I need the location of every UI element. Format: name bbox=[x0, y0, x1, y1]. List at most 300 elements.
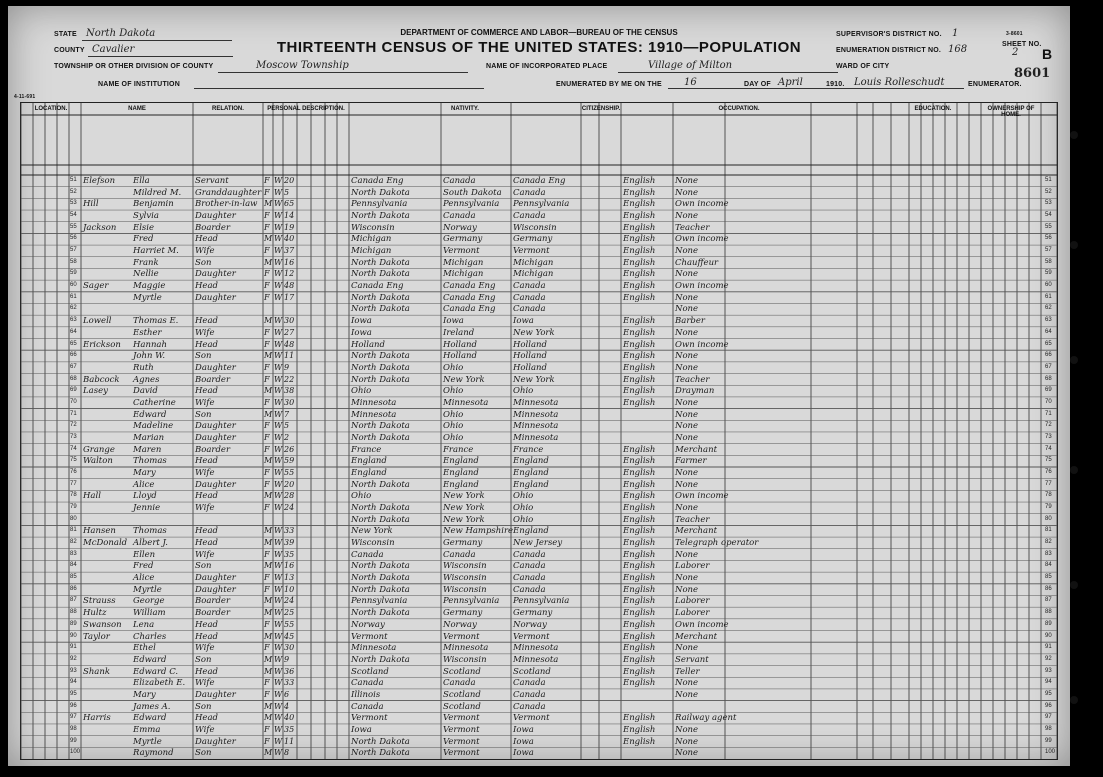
cell-sex: F bbox=[264, 678, 270, 688]
cell-race: W bbox=[274, 257, 283, 267]
cell-race: W bbox=[274, 503, 283, 513]
ward-label: WARD OF CITY bbox=[836, 63, 890, 70]
cell-surname: Taylor bbox=[83, 631, 110, 642]
enumerated-day: 16 bbox=[684, 77, 697, 88]
cell-birth: North Dakota bbox=[351, 187, 410, 198]
row-number: 97 bbox=[70, 714, 77, 721]
cell-mother: Canada Eng bbox=[513, 176, 566, 186]
cell-rel: Son bbox=[195, 701, 212, 712]
row-number: 51 bbox=[70, 177, 77, 183]
cell-given: George bbox=[133, 596, 165, 607]
cell-rel: Head bbox=[195, 456, 218, 467]
cell-mother: England bbox=[513, 526, 549, 537]
cell-age: 26 bbox=[284, 444, 295, 454]
enumerator-label: ENUMERATOR. bbox=[968, 81, 1022, 88]
cell-race: W bbox=[274, 281, 283, 291]
cell-birth: North Dakota bbox=[351, 736, 410, 747]
cell-rel: Wife bbox=[195, 549, 215, 560]
cell-father: Ohio bbox=[443, 421, 464, 432]
cell-father: Ireland bbox=[443, 327, 475, 338]
cell-given: Ruth bbox=[133, 362, 154, 373]
cell-birth: North Dakota bbox=[351, 514, 410, 525]
punch-hole bbox=[1070, 581, 1078, 589]
cell-age: 65 bbox=[284, 199, 295, 209]
cell-father: New York bbox=[443, 503, 485, 514]
row-number: 56 bbox=[70, 235, 77, 242]
form-number: 4-11-691 bbox=[14, 94, 36, 100]
row-number: 100 bbox=[70, 749, 81, 756]
cell-father: Michigan bbox=[443, 269, 484, 280]
row-number: 99 bbox=[70, 737, 77, 744]
cell-mother: Holland bbox=[513, 339, 547, 350]
cell-birth: North Dakota bbox=[351, 573, 410, 584]
cell-lang: English bbox=[623, 397, 656, 408]
cell-sex: F bbox=[264, 327, 270, 337]
row-number: 98 bbox=[1045, 725, 1052, 732]
row-number: 84 bbox=[70, 562, 77, 569]
row-number: 53 bbox=[70, 200, 77, 207]
county-label: COUNTY bbox=[54, 47, 85, 54]
cell-father: Holland bbox=[443, 351, 477, 362]
cell-mother: Ohio bbox=[513, 514, 534, 525]
cell-age: 9 bbox=[284, 362, 290, 372]
cell-trade: None bbox=[675, 689, 699, 700]
row-number: 93 bbox=[1045, 667, 1052, 674]
cell-sex: F bbox=[264, 292, 270, 302]
column-header: LOCATION. bbox=[34, 106, 68, 112]
cell-race: W bbox=[274, 374, 283, 384]
cell-sex: M bbox=[264, 351, 273, 361]
cell-lang: English bbox=[623, 468, 656, 478]
cell-sex: M bbox=[264, 538, 273, 548]
punch-hole bbox=[1070, 241, 1078, 249]
cell-sex: M bbox=[264, 456, 273, 466]
cell-age: 59 bbox=[284, 456, 295, 466]
cell-father: Vermont bbox=[443, 246, 480, 257]
row-number: 56 bbox=[1045, 235, 1052, 242]
cell-mother: Canada bbox=[513, 701, 546, 712]
cell-mother: Ohio bbox=[513, 491, 534, 502]
cell-lang: English bbox=[623, 666, 656, 677]
cell-sex: M bbox=[264, 654, 273, 664]
enumerated-label: ENUMERATED BY ME ON THE bbox=[556, 81, 662, 88]
cell-father: New York bbox=[443, 514, 485, 525]
cell-rel: Wife bbox=[195, 503, 215, 514]
cell-given: David bbox=[133, 386, 158, 397]
cell-given: Lena bbox=[133, 619, 155, 630]
cell-sex: M bbox=[264, 386, 273, 396]
cell-lang: English bbox=[623, 234, 656, 245]
row-number: 70 bbox=[1045, 398, 1052, 405]
cell-lang: English bbox=[623, 187, 656, 198]
cell-father: New York bbox=[443, 491, 485, 502]
cell-given: Edward C. bbox=[133, 666, 179, 677]
cell-given: Raymond bbox=[133, 748, 174, 759]
cell-surname: Lowell bbox=[83, 316, 112, 327]
enumerated-month: April bbox=[778, 77, 803, 88]
cell-given: Thomas bbox=[133, 526, 167, 537]
cell-birth: Minnesota bbox=[351, 643, 397, 654]
cell-sex: F bbox=[264, 736, 270, 746]
cell-trade: None bbox=[675, 549, 699, 560]
cell-race: W bbox=[274, 596, 283, 606]
column-header: OCCUPATION. bbox=[718, 106, 760, 112]
row-number: 59 bbox=[70, 270, 77, 277]
cell-birth: North Dakota bbox=[351, 257, 410, 268]
cell-surname: Strauss bbox=[83, 596, 116, 607]
cell-sex: F bbox=[264, 281, 270, 291]
cell-sex: F bbox=[264, 444, 270, 454]
cell-mother: Minnesota bbox=[513, 397, 559, 408]
cell-race: W bbox=[274, 736, 283, 746]
cell-race: W bbox=[274, 584, 283, 594]
cell-lang: English bbox=[623, 736, 656, 747]
cell-given: Thomas bbox=[133, 456, 167, 467]
row-number: 87 bbox=[1045, 597, 1052, 604]
cell-age: 11 bbox=[284, 736, 295, 746]
row-number: 79 bbox=[1045, 504, 1052, 511]
cell-age: 39 bbox=[284, 538, 295, 548]
cell-birth: France bbox=[351, 444, 382, 455]
punch-hole bbox=[1070, 131, 1078, 139]
cell-given: Charles bbox=[133, 631, 167, 642]
cell-mother: Ohio bbox=[513, 503, 534, 514]
cell-sex: M bbox=[264, 748, 273, 758]
row-number: 55 bbox=[70, 223, 77, 230]
cell-lang: English bbox=[623, 316, 656, 327]
cell-rel: Head bbox=[195, 666, 218, 677]
row-number: 82 bbox=[1045, 539, 1052, 546]
cell-race: W bbox=[274, 678, 283, 688]
cell-birth: North Dakota bbox=[351, 362, 410, 373]
cell-given: Agnes bbox=[133, 374, 160, 385]
cell-sex: F bbox=[264, 374, 270, 384]
cell-lang: English bbox=[623, 584, 656, 595]
cell-given: Edward bbox=[133, 409, 167, 420]
cell-given: Ellen bbox=[133, 549, 156, 560]
cell-sex: F bbox=[264, 362, 270, 372]
row-number: 67 bbox=[1045, 363, 1052, 370]
cell-father: Scotland bbox=[443, 689, 481, 700]
cell-race: W bbox=[274, 327, 283, 337]
cell-birth: North Dakota bbox=[351, 432, 410, 443]
cell-father: Minnesota bbox=[443, 643, 489, 654]
cell-sex: F bbox=[264, 724, 270, 734]
cell-sex: F bbox=[264, 176, 270, 185]
cell-lang: English bbox=[623, 678, 656, 689]
cell-birth: Canada bbox=[351, 549, 384, 560]
cell-trade: None bbox=[675, 724, 699, 735]
cell-given: Alice bbox=[133, 573, 155, 584]
row-number: 76 bbox=[70, 469, 77, 475]
cell-trade: Own income bbox=[675, 281, 729, 292]
cell-rel: Son bbox=[195, 654, 212, 665]
cell-given: Mary bbox=[133, 689, 156, 700]
cell-trade: Laborer bbox=[675, 561, 710, 572]
cell-father: Wisconsin bbox=[443, 654, 487, 665]
cell-given: Fred bbox=[133, 561, 154, 572]
cell-race: W bbox=[274, 222, 283, 232]
cell-given: Elizabeth E. bbox=[133, 678, 186, 689]
cell-sex: M bbox=[264, 561, 273, 571]
cell-race: W bbox=[274, 573, 283, 583]
cell-given: Harriet M. bbox=[133, 246, 179, 257]
row-number: 59 bbox=[1045, 270, 1052, 277]
cell-birth: Wisconsin bbox=[351, 222, 395, 233]
cell-mother: New Jersey bbox=[513, 538, 563, 549]
cell-mother: Minnesota bbox=[513, 421, 559, 432]
cell-birth: Canada Eng bbox=[351, 176, 404, 186]
cell-age: 37 bbox=[284, 246, 295, 256]
column-header: PERSONAL DESCRIPTION. bbox=[267, 106, 345, 112]
cell-birth: Scotland bbox=[351, 666, 389, 677]
cell-birth: North Dakota bbox=[351, 421, 410, 432]
cell-age: 5 bbox=[284, 421, 290, 431]
cell-surname: Shank bbox=[83, 666, 110, 677]
punch-hole bbox=[1070, 696, 1078, 704]
cell-age: 17 bbox=[284, 292, 295, 302]
cell-trade: Railway agent bbox=[675, 713, 737, 724]
cell-given: Maggie bbox=[133, 281, 166, 292]
cell-lang: English bbox=[623, 619, 656, 630]
cell-father: Vermont bbox=[443, 736, 480, 747]
row-number: 71 bbox=[70, 410, 77, 417]
cell-trade: Own income bbox=[675, 234, 729, 245]
cell-sex: M bbox=[264, 257, 273, 267]
cell-mother: Ohio bbox=[513, 386, 534, 397]
department-line: DEPARTMENT OF COMMERCE AND LABOR—BUREAU OF THE CENSUS bbox=[400, 28, 678, 37]
row-number: 80 bbox=[1045, 515, 1052, 522]
cell-rel: Boarder bbox=[195, 374, 231, 385]
cell-father: Vermont bbox=[443, 713, 480, 724]
cell-race: W bbox=[274, 432, 283, 442]
cell-rel: Daughter bbox=[195, 362, 236, 373]
cell-lang: English bbox=[623, 281, 656, 292]
row-number: 51 bbox=[1045, 177, 1052, 183]
cell-birth: England bbox=[351, 468, 387, 478]
cell-given: Madeline bbox=[133, 421, 174, 432]
cell-birth: Minnesota bbox=[351, 397, 397, 408]
cell-father: England bbox=[443, 479, 479, 490]
row-number: 95 bbox=[70, 690, 77, 697]
cell-race: W bbox=[274, 351, 283, 361]
cell-given: Sylvia bbox=[133, 211, 159, 222]
cell-rel: Head bbox=[195, 386, 218, 397]
cell-lang: English bbox=[623, 654, 656, 665]
cell-race: W bbox=[274, 456, 283, 466]
cell-lang: English bbox=[623, 444, 656, 455]
row-number: 63 bbox=[70, 317, 77, 324]
cell-birth: Iowa bbox=[351, 316, 372, 327]
row-number: 66 bbox=[70, 352, 77, 359]
cell-race: W bbox=[274, 339, 283, 349]
cell-given: Fred bbox=[133, 234, 154, 245]
cell-mother: Wisconsin bbox=[513, 222, 557, 233]
cell-rel: Daughter bbox=[195, 292, 236, 303]
county-value: Cavalier bbox=[92, 44, 135, 55]
cell-father: Canada Eng bbox=[443, 281, 496, 292]
cell-rel: Head bbox=[195, 619, 218, 630]
cell-age: 35 bbox=[284, 724, 295, 734]
cell-race: W bbox=[274, 246, 283, 256]
cell-sex: M bbox=[264, 596, 273, 606]
cell-birth: North Dakota bbox=[351, 608, 410, 619]
cell-rel: Head bbox=[195, 491, 218, 502]
cell-race: W bbox=[274, 526, 283, 536]
cell-sex: F bbox=[264, 339, 270, 349]
cell-trade: None bbox=[675, 584, 699, 595]
cell-given: Myrtle bbox=[133, 736, 162, 747]
row-number: 68 bbox=[70, 375, 77, 382]
cell-trade: None bbox=[675, 362, 699, 373]
cell-lang: English bbox=[623, 351, 656, 362]
cell-sex: F bbox=[264, 269, 270, 279]
cell-mother: Canada bbox=[513, 573, 546, 584]
cell-trade: Laborer bbox=[675, 608, 710, 619]
cell-trade: Teacher bbox=[675, 222, 710, 233]
cell-birth: Michigan bbox=[351, 234, 392, 245]
cell-lang: English bbox=[623, 538, 656, 549]
cell-father: Iowa bbox=[443, 316, 464, 327]
township-label: TOWNSHIP OR OTHER DIVISION OF COUNTY bbox=[54, 63, 214, 70]
cell-mother: Iowa bbox=[513, 736, 534, 747]
cell-rel: Daughter bbox=[195, 689, 236, 700]
cell-rel: Head bbox=[195, 339, 218, 350]
row-number: 54 bbox=[1045, 212, 1052, 219]
cell-age: 45 bbox=[284, 631, 295, 641]
cell-birth: Pennsylvania bbox=[351, 199, 408, 210]
row-number: 71 bbox=[1045, 410, 1052, 417]
cell-trade: None bbox=[675, 211, 699, 222]
cell-lang: English bbox=[623, 526, 656, 537]
cell-father: Pennsylvania bbox=[443, 596, 500, 607]
column-header: OWNERSHIP OF HOME. bbox=[987, 106, 1035, 118]
cell-rel: Granddaughter bbox=[195, 187, 262, 198]
cell-lang: English bbox=[623, 386, 656, 397]
cell-father: New York bbox=[443, 374, 485, 385]
cell-rel: Daughter bbox=[195, 432, 236, 443]
cell-trade: None bbox=[675, 409, 699, 420]
cell-surname: Lasey bbox=[83, 386, 108, 397]
cell-father: Ohio bbox=[443, 362, 464, 373]
cell-mother: England bbox=[513, 456, 549, 467]
cell-age: 28 bbox=[284, 491, 295, 501]
cell-father: Wisconsin bbox=[443, 584, 487, 595]
cell-father: Norway bbox=[443, 222, 477, 233]
cell-mother: Canada bbox=[513, 561, 546, 572]
cell-race: W bbox=[274, 269, 283, 279]
cell-given: Myrtle bbox=[133, 584, 162, 595]
row-number: 57 bbox=[1045, 247, 1052, 254]
row-number: 75 bbox=[70, 457, 77, 464]
cell-given: Alice bbox=[133, 479, 155, 490]
cell-rel: Son bbox=[195, 409, 212, 420]
cell-mother: Canada bbox=[513, 549, 546, 560]
row-number: 77 bbox=[1045, 480, 1052, 487]
row-number: 62 bbox=[1045, 305, 1052, 312]
cell-mother: Vermont bbox=[513, 246, 550, 257]
cell-sex: F bbox=[264, 643, 270, 653]
cell-sex: F bbox=[264, 584, 270, 594]
cell-surname: Swanson bbox=[83, 619, 122, 630]
row-number: 83 bbox=[1045, 550, 1052, 557]
cell-trade: None bbox=[675, 176, 699, 186]
cell-birth: North Dakota bbox=[351, 561, 410, 572]
cell-lang: English bbox=[623, 491, 656, 502]
cell-age: 38 bbox=[284, 386, 295, 396]
cell-father: Scotland bbox=[443, 666, 481, 677]
row-number: 58 bbox=[1045, 258, 1052, 265]
row-number: 96 bbox=[1045, 702, 1052, 709]
cell-age: 10 bbox=[284, 584, 295, 594]
cell-rel: Son bbox=[195, 561, 212, 572]
cell-mother: Canada bbox=[513, 678, 546, 689]
cell-trade: None bbox=[675, 351, 699, 362]
cell-age: 33 bbox=[284, 526, 295, 536]
cell-rel: Son bbox=[195, 748, 212, 759]
cell-sex: F bbox=[264, 187, 270, 197]
cell-birth: North Dakota bbox=[351, 503, 410, 514]
row-number: 67 bbox=[70, 363, 77, 370]
cell-given: Elsie bbox=[133, 222, 155, 233]
enum-district-label: ENUMERATION DISTRICT NO. bbox=[836, 47, 942, 54]
cell-mother: New York bbox=[513, 374, 555, 385]
cell-mother: Germany bbox=[513, 608, 553, 619]
cell-trade: None bbox=[675, 397, 699, 408]
cell-given: Esther bbox=[133, 327, 162, 338]
cell-lang: English bbox=[623, 713, 656, 724]
cell-age: 33 bbox=[284, 678, 295, 688]
row-number: 64 bbox=[1045, 328, 1052, 335]
cell-surname: Hultz bbox=[83, 608, 107, 619]
cell-surname: Hansen bbox=[83, 526, 116, 537]
cell-age: 40 bbox=[284, 713, 295, 723]
column-header: EDUCATION. bbox=[914, 106, 952, 112]
cell-lang: English bbox=[623, 631, 656, 642]
enumerator-name: Louis Rolleschudt bbox=[854, 77, 945, 88]
cell-father: Scotland bbox=[443, 701, 481, 712]
column-header: CITIZENSHIP. bbox=[581, 106, 621, 112]
cell-rel: Head bbox=[195, 526, 218, 537]
cell-age: 13 bbox=[284, 573, 295, 583]
row-number: 54 bbox=[70, 212, 77, 219]
cell-sex: F bbox=[264, 246, 270, 256]
supervisor-value: 1 bbox=[952, 28, 959, 39]
cell-given: Mary bbox=[133, 468, 156, 478]
cell-lang: English bbox=[623, 724, 656, 735]
row-number: 81 bbox=[70, 527, 77, 534]
cell-age: 24 bbox=[284, 503, 295, 513]
cell-trade: Teacher bbox=[675, 374, 710, 385]
cell-rel: Boarder bbox=[195, 444, 231, 455]
row-number: 69 bbox=[70, 387, 77, 394]
cell-age: 30 bbox=[284, 316, 295, 326]
cell-mother: Minnesota bbox=[513, 643, 559, 654]
cell-father: Canada bbox=[443, 549, 476, 560]
cell-lang: English bbox=[623, 596, 656, 607]
cell-age: 16 bbox=[284, 257, 295, 267]
cell-age: 6 bbox=[284, 689, 290, 699]
cell-given: Benjamin bbox=[133, 199, 174, 210]
state-value: North Dakota bbox=[86, 28, 156, 39]
cell-surname: Harris bbox=[83, 713, 111, 724]
cell-sex: F bbox=[264, 222, 270, 232]
cell-surname: Hall bbox=[83, 491, 101, 502]
cell-mother: Canada bbox=[513, 211, 546, 222]
row-number: 85 bbox=[1045, 574, 1052, 581]
row-number: 92 bbox=[70, 655, 77, 662]
cell-given: Edward bbox=[133, 654, 167, 665]
